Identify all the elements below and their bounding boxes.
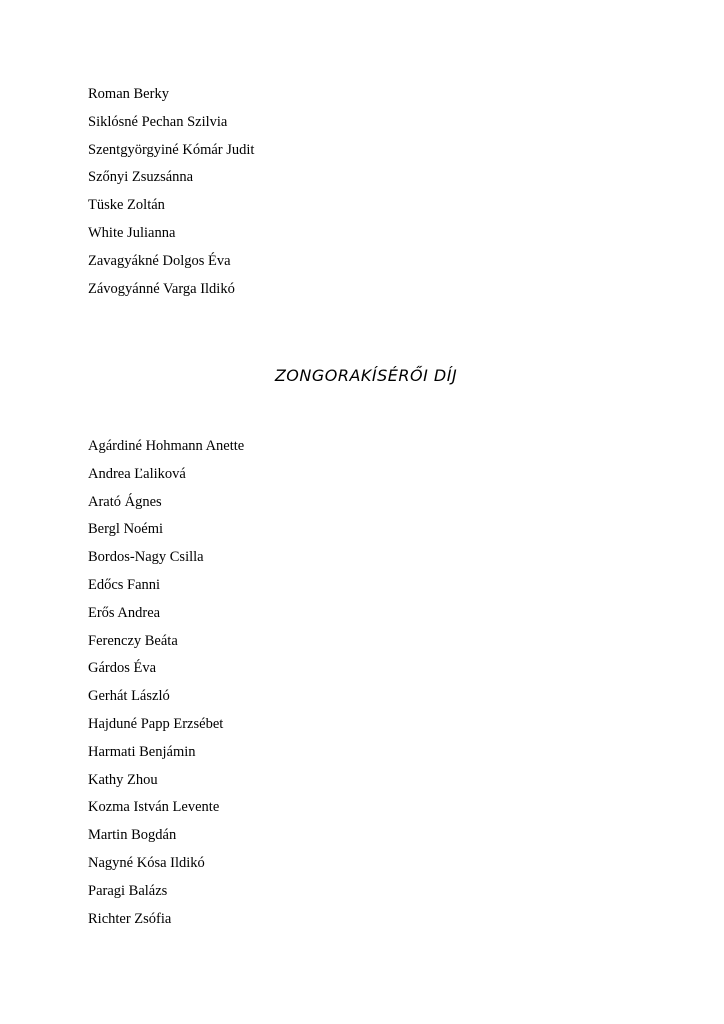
list-item: Gárdos Éva [88,660,157,677]
list-item: White Julianna [88,224,176,241]
list-item: Závogyánné Varga Ildikó [88,280,235,297]
list-item: Edőcs Fanni [88,576,161,593]
list-item: Nagyné Kósa Ildikó [88,854,205,871]
list-item: Andrea Ľaliková [88,465,186,482]
section-title: ZONGORAKÍSÉRŐI DÍJ [274,366,458,385]
list-item: Gerhát László [88,688,170,705]
list-item: Kathy Zhou [88,771,158,788]
award-name-list [88,81,254,303]
list-item: Tüske Zoltán [88,197,165,214]
list-item: Paragi Balázs [88,882,168,899]
list-item: Szentgyörgyiné Kómár Judit [88,141,255,158]
list-item: Hajduné Papp Erzsébet [88,715,224,732]
list-item: Bergl Noémi [88,521,164,538]
list-item: Szőnyi Zsuzsánna [88,169,194,186]
list-item: Arató Ágnes [88,493,162,510]
list-item: Ferenczy Beáta [88,632,178,649]
list-item: Harmati Benjámin [88,743,196,760]
list-item: Kozma István Levente [88,799,220,816]
list-item: Siklósné Pechan Szilvia [88,113,228,130]
list-item: Bordos-Nagy Csilla [88,549,204,566]
accompanist-name-list [88,433,244,933]
list-item: Roman Berky [88,86,169,102]
list-item: Agárdiné Hohmann Anette [88,438,245,454]
list-item: Richter Zsófia [88,910,172,927]
list-item: Erős Andrea [88,604,161,621]
list-item: Martin Bogdán [88,827,177,844]
list-item: Zavagyákné Dolgos Éva [88,252,231,269]
